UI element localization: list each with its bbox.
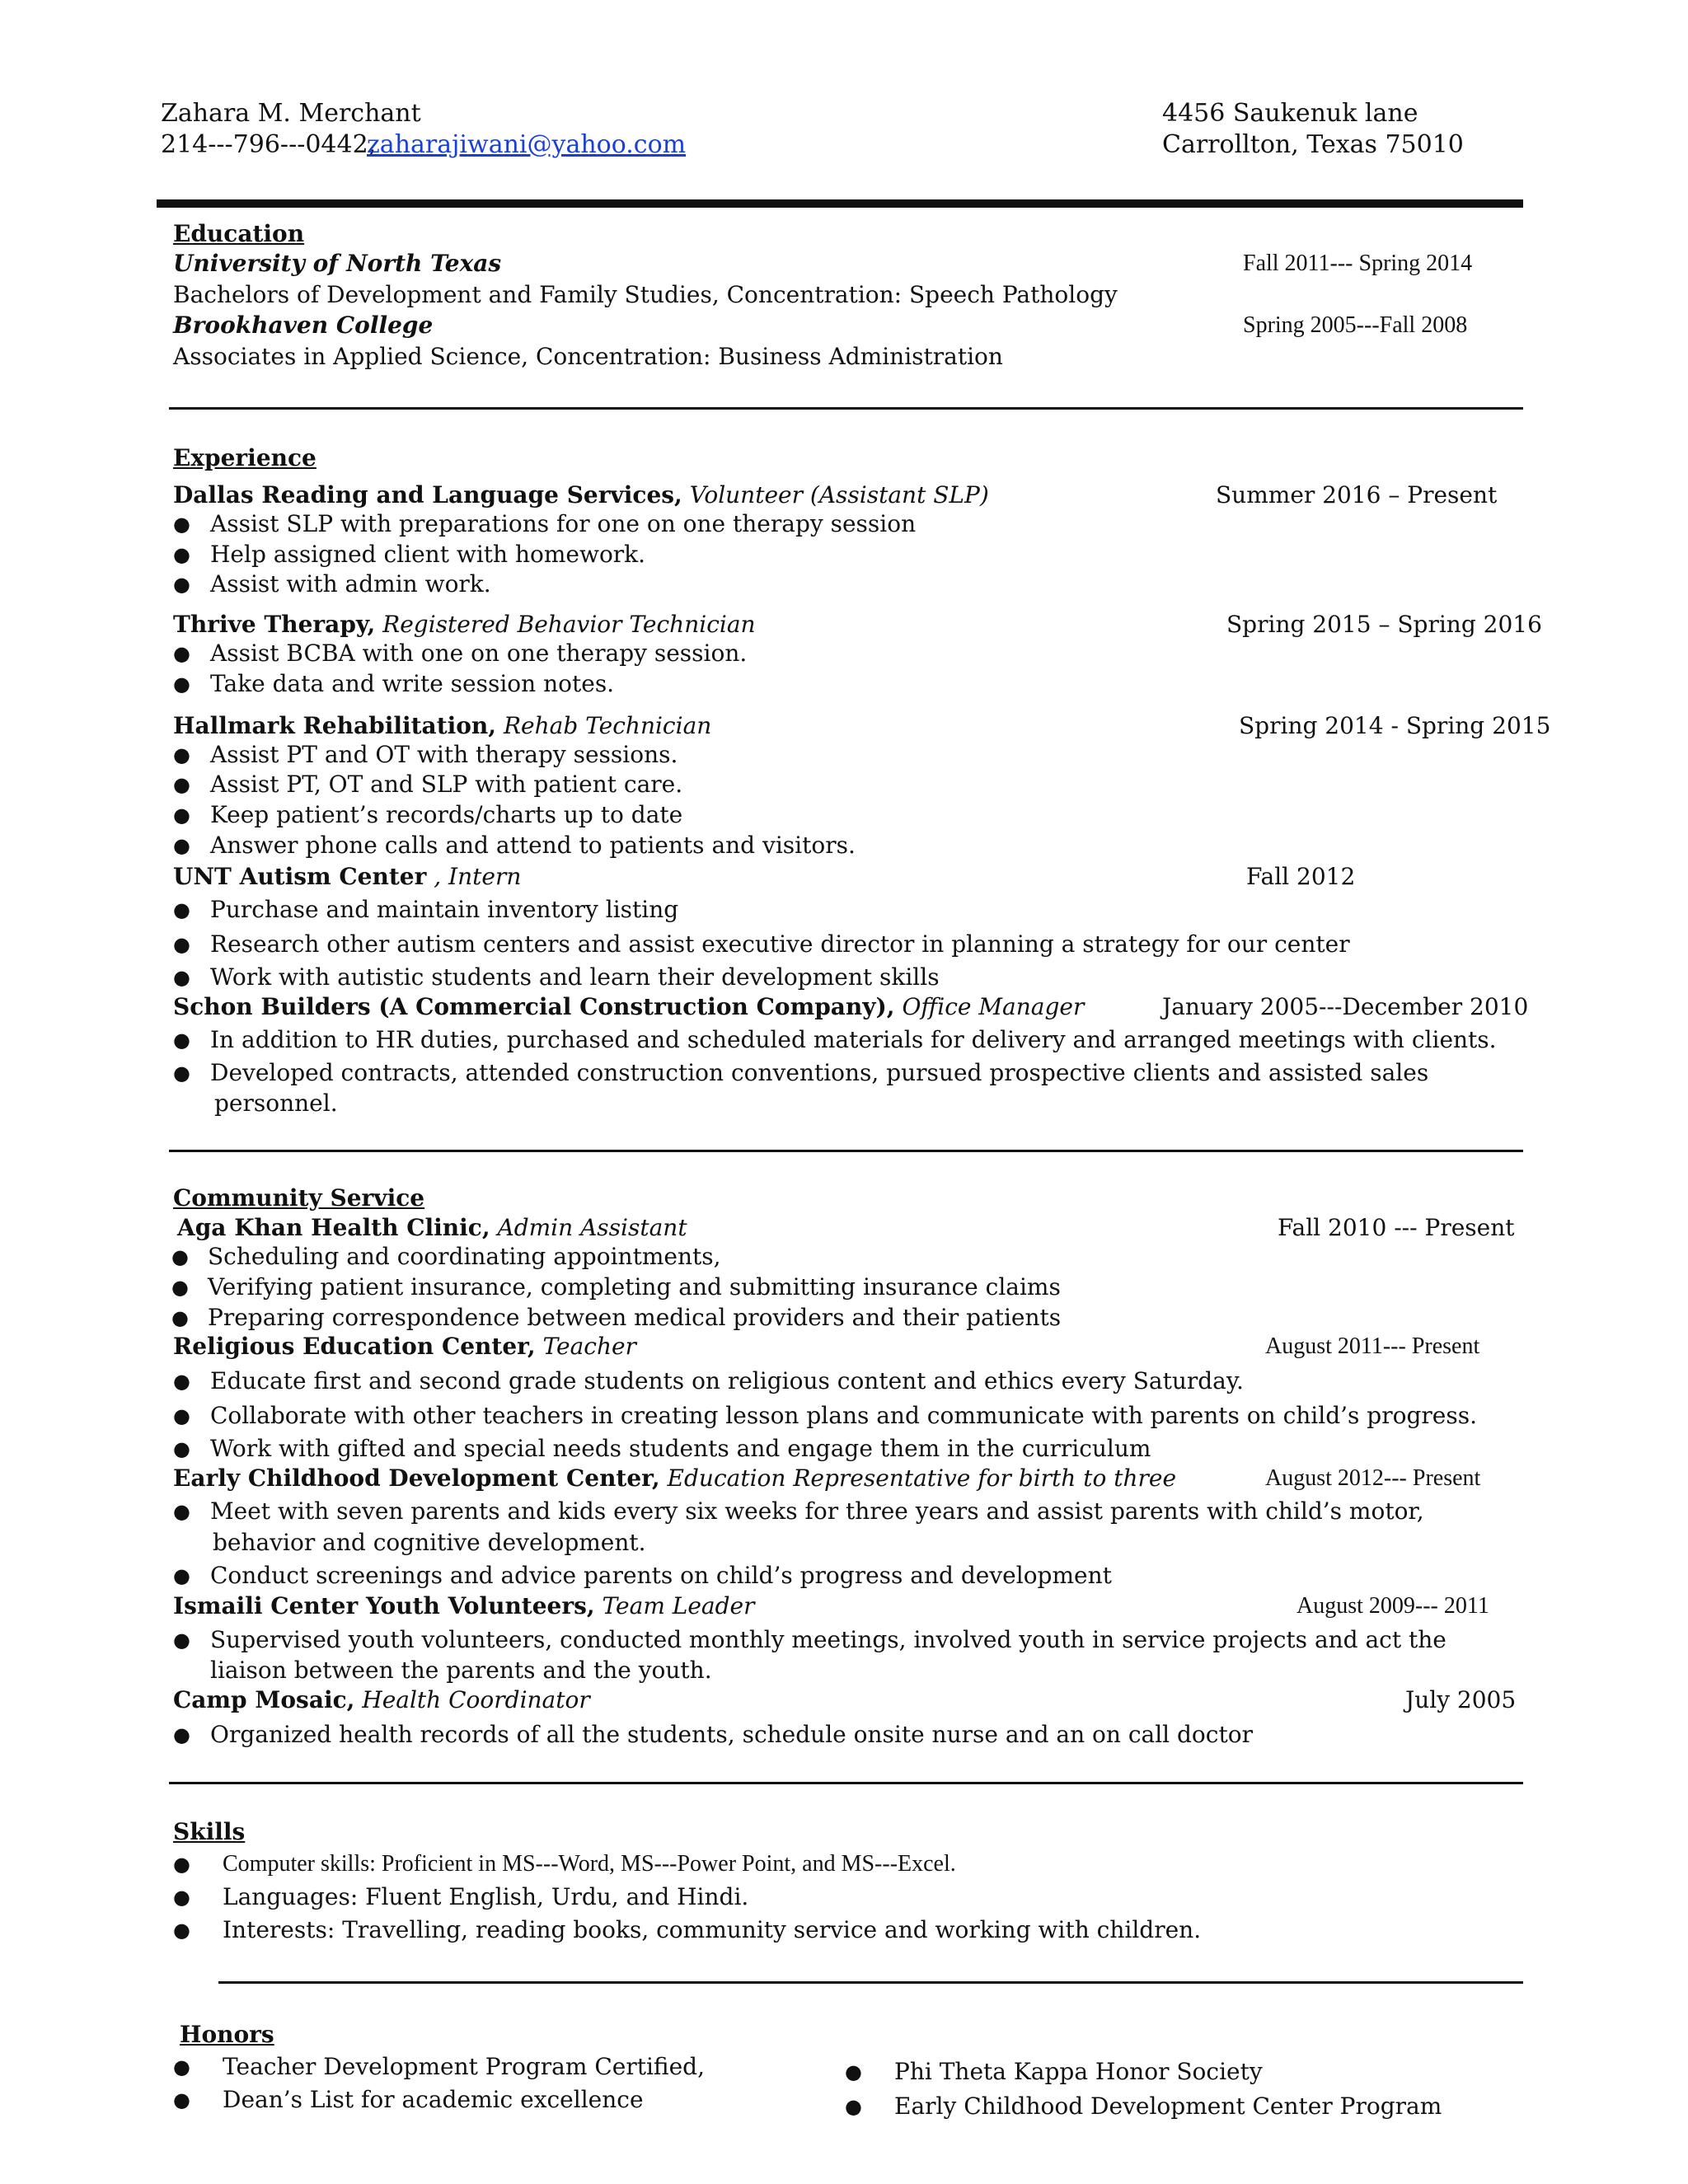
job-org: Hallmark Rehabilitation, (173, 712, 497, 739)
job-org: Thrive Therapy, (173, 611, 376, 638)
job-title-line (173, 992, 1084, 1022)
service-org: Ismaili Center Youth Volunteers, (173, 1592, 595, 1619)
service-bullet: Collaborate with other teachers in creating lesson plans and communicate with parents on child’s progress. (210, 1402, 1477, 1429)
service-bullet-continuation: behavior and cognitive development. (213, 1529, 646, 1556)
candidate-name: Zahara M. Merchant (161, 99, 421, 128)
bullet-dot-icon: ● (173, 743, 190, 766)
bullet-dot-icon: ● (173, 966, 190, 989)
bullet-dot-icon: ● (173, 2088, 190, 2111)
skill-item: Languages: Fluent English, Urdu, and Hindi. (223, 1883, 749, 1910)
service-org: Camp Mosaic, (173, 1686, 355, 1713)
job-bullet: Research other autism centers and assist executive director in planning a strategy for our center (210, 930, 1350, 958)
job-org: Schon Builders (A Commercial Construction Company), (173, 993, 895, 1020)
bullet-dot-icon: ● (845, 2060, 862, 2083)
service-bullet: Supervised youth volunteers, conducted monthly meetings, involved youth in service projects and act the (210, 1626, 1447, 1653)
bullet-dot-icon: ● (173, 543, 190, 566)
service-bullet: Verifying patient insurance, completing and submitting insurance claims (208, 1273, 1061, 1301)
job-bullet: Assist SLP with preparations for one on one therapy session (210, 510, 917, 537)
service-org: Early Childhood Development Center, (173, 1465, 660, 1492)
bullet-dot-icon: ● (173, 1564, 190, 1587)
service-dates: August 2012--- Present (1265, 1465, 1481, 1491)
education-heading: Education (173, 220, 305, 247)
job-bullet: Take data and write session notes. (210, 670, 615, 697)
bullet-dot-icon: ● (173, 898, 190, 921)
job-dates: January 2005---December 2010 (1162, 993, 1529, 1020)
job-dates: Spring 2014 - Spring 2015 (1239, 712, 1551, 739)
bullet-dot-icon: ● (173, 773, 190, 796)
honor-item: Teacher Development Program Certified, (223, 2053, 705, 2080)
skill-item: Interests: Travelling, reading books, community service and working with children. (223, 1916, 1202, 1943)
experience-heading: Experience (173, 444, 316, 471)
street-address: 4456 Saukenuk lane (1162, 99, 1418, 128)
skills-heading: Skills (173, 1818, 246, 1845)
school-dates: Spring 2005---Fall 2008 (1243, 312, 1468, 338)
service-role: Team Leader (602, 1592, 755, 1619)
job-title-line (173, 862, 521, 892)
service-bullet: Organized health records of all the students, schedule onsite nurse and an on call doctor (210, 1721, 1253, 1748)
bullet-dot-icon: ● (171, 1276, 189, 1299)
section-divider (169, 1150, 1523, 1152)
bullet-dot-icon: ● (173, 834, 190, 857)
bullet-dot-icon: ● (171, 1306, 189, 1329)
job-dates: Summer 2016 – Present (1216, 481, 1498, 509)
job-bullet: Developed contracts, attended construction conventions, pursued prospective clients and assisted sales (210, 1059, 1429, 1086)
honor-item: Early Childhood Development Center Program (894, 2093, 1442, 2120)
bullet-dot-icon: ● (173, 1062, 190, 1085)
bullet-dot-icon: ● (173, 1404, 190, 1427)
bullet-dot-icon: ● (171, 1245, 189, 1268)
candidate-phone: 214---796---0442, (161, 130, 377, 159)
bullet-dot-icon: ● (173, 1029, 190, 1052)
bullet-dot-icon: ● (173, 642, 190, 665)
service-role: Education Representative for birth to three (667, 1465, 1177, 1492)
community-heading: Community Service (173, 1184, 425, 1212)
service-bullet: Preparing correspondence between medical providers and their patients (208, 1304, 1062, 1331)
school-dates: Fall 2011--- Spring 2014 (1243, 251, 1473, 276)
job-role: , Intern (434, 863, 522, 890)
service-title-line (173, 1685, 590, 1715)
job-dates: Fall 2012 (1246, 863, 1356, 890)
service-title-line (177, 1213, 687, 1243)
section-divider (169, 407, 1523, 410)
job-title-line (173, 610, 756, 640)
service-bullet: Educate first and second grade students on religious content and ethics every Saturday. (210, 1367, 1244, 1394)
job-bullet: Work with autistic students and learn their development skills (210, 963, 940, 991)
bullet-dot-icon: ● (173, 1853, 190, 1876)
service-bullet-continuation: liaison between the parents and the youth. (210, 1657, 712, 1684)
job-role: Registered Behavior Technician (382, 611, 756, 638)
job-bullet-continuation: personnel. (214, 1090, 338, 1117)
service-bullet: Work with gifted and special needs students and engage them in the curriculum (210, 1435, 1151, 1462)
job-bullet: Assist PT, OT and SLP with patient care. (210, 771, 683, 798)
service-title-line (173, 1464, 1176, 1493)
job-org: Dallas Reading and Language Services, (173, 481, 682, 509)
city-state-zip: Carrollton, Texas 75010 (1162, 130, 1464, 159)
service-role: Teacher (542, 1333, 636, 1360)
skill-item: Computer skills: Proficient in MS---Word, MS---Power Point, and MS---Excel. (223, 1851, 956, 1877)
school-name: University of North Texas (173, 250, 502, 277)
bullet-dot-icon: ● (845, 2095, 862, 2118)
bullet-dot-icon: ● (173, 933, 190, 956)
job-bullet: Assist PT and OT with therapy sessions. (210, 741, 678, 768)
job-bullet: Keep patient’s records/charts up to date (210, 801, 683, 828)
job-role: Rehab Technician (503, 712, 712, 739)
job-dates: Spring 2015 – Spring 2016 (1226, 611, 1542, 638)
bullet-dot-icon: ● (173, 2055, 190, 2079)
bullet-dot-icon: ● (173, 513, 190, 536)
service-title-line (173, 1332, 636, 1361)
header-divider (157, 199, 1523, 208)
honor-item: Phi Theta Kappa Honor Society (894, 2058, 1263, 2085)
bullet-dot-icon: ● (173, 673, 190, 696)
service-dates: July 2005 (1405, 1686, 1517, 1713)
service-title-line (173, 1591, 755, 1621)
service-bullet: Meet with seven parents and kids every six weeks for three years and assist parents with child’s motor, (210, 1497, 1424, 1525)
job-bullet: In addition to HR duties, purchased and scheduled materials for delivery and arranged meetings with clients. (210, 1026, 1497, 1053)
service-bullet: Scheduling and coordinating appointments, (208, 1243, 721, 1270)
job-org: UNT Autism Center (173, 863, 427, 890)
job-role: Volunteer (Assistant SLP) (689, 481, 989, 509)
school-name: Brookhaven College (173, 312, 434, 339)
bullet-dot-icon: ● (173, 1919, 190, 1942)
section-divider (169, 1782, 1523, 1784)
honors-heading: Honors (180, 2021, 274, 2048)
job-role: Office Manager (902, 993, 1085, 1020)
service-org: Religious Education Center, (173, 1333, 536, 1360)
bullet-dot-icon: ● (173, 1500, 190, 1523)
bullet-dot-icon: ● (173, 1370, 190, 1393)
degree-detail: Bachelors of Development and Family Studies, Concentration: Speech Pathology (173, 281, 1118, 308)
honor-item: Dean’s List for academic excellence (223, 2086, 644, 2113)
bullet-dot-icon: ● (173, 573, 190, 596)
email-link[interactable]: zaharajiwani@yahoo.com (367, 130, 687, 159)
bullet-dot-icon: ● (173, 804, 190, 827)
service-org: Aga Khan Health Clinic, (177, 1214, 490, 1241)
degree-detail: Associates in Applied Science, Concentration: Business Administration (173, 343, 1003, 370)
service-role: Health Coordinator (362, 1686, 590, 1713)
service-role: Admin Assistant (497, 1214, 687, 1241)
job-bullet: Answer phone calls and attend to patients and visitors. (210, 832, 856, 859)
job-bullet: Purchase and maintain inventory listing (210, 896, 679, 923)
job-bullet: Help assigned client with homework. (210, 541, 646, 568)
bullet-dot-icon: ● (173, 1886, 190, 1909)
service-dates: August 2009--- 2011 (1296, 1593, 1489, 1619)
service-dates: August 2011--- Present (1265, 1333, 1480, 1359)
service-bullet: Conduct screenings and advice parents on child’s progress and development (210, 1562, 1112, 1589)
job-bullet: Assist BCBA with one on one therapy session. (210, 640, 748, 667)
section-divider (218, 1981, 1523, 1984)
job-title-line (173, 480, 989, 510)
bullet-dot-icon: ● (173, 1723, 190, 1746)
service-dates: Fall 2010 --- Present (1278, 1214, 1515, 1241)
bullet-dot-icon: ● (173, 1629, 190, 1652)
job-bullet: Assist with admin work. (210, 570, 491, 598)
job-title-line (173, 711, 711, 741)
bullet-dot-icon: ● (173, 1437, 190, 1460)
